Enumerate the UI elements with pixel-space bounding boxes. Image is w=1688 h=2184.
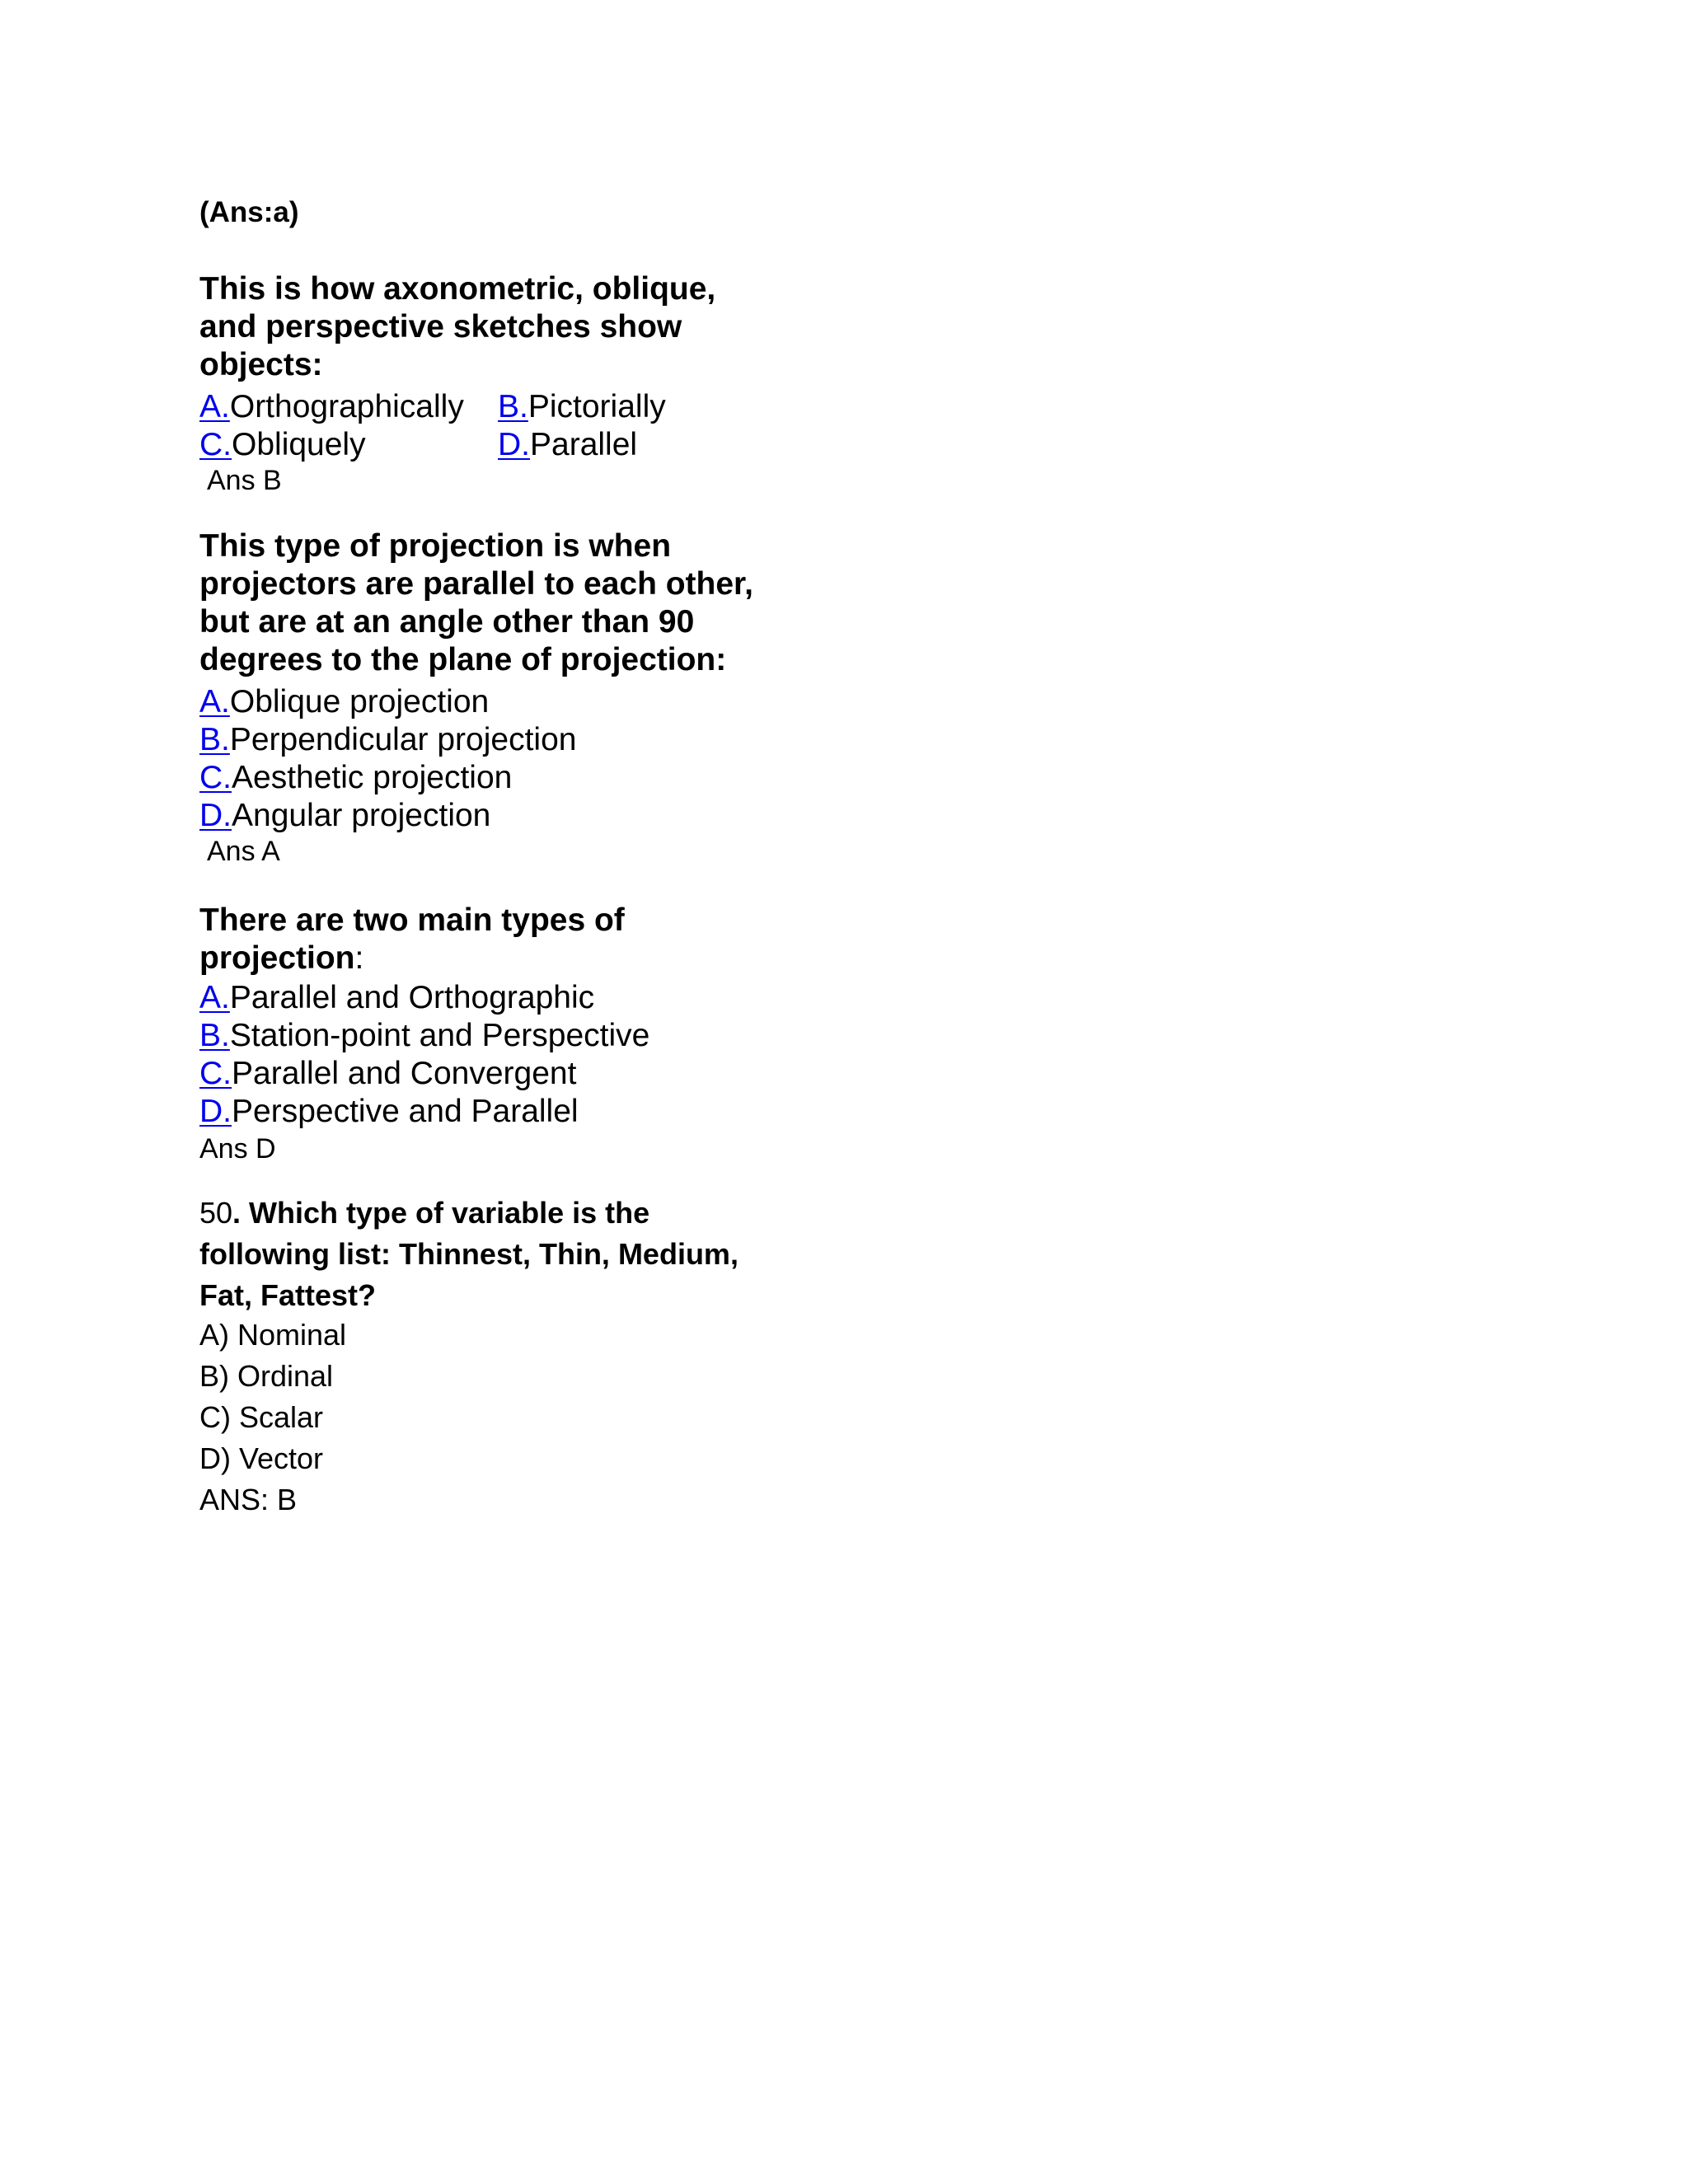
- q2-option-a-link[interactable]: A.: [199, 684, 230, 719]
- q1-option-d: [498, 426, 637, 464]
- q2-options: [199, 683, 576, 835]
- q2-option-b: [199, 721, 576, 759]
- question-2-line: but are at an angle other than 90: [199, 604, 695, 640]
- q3-option-d-text: Perspective and Parallel: [232, 1094, 579, 1129]
- q1-option-a-text: Orthographically: [229, 389, 464, 424]
- q1-answer: Ans B: [207, 465, 282, 496]
- question-3-colon: :: [354, 940, 364, 976]
- question-2-line: degrees to the plane of projection:: [199, 642, 727, 677]
- question-2: [199, 527, 753, 679]
- q2-answer: Ans A: [207, 836, 280, 867]
- q3-options: [199, 979, 649, 1131]
- question-1: [199, 270, 715, 384]
- q3-answer: Ans D: [199, 1133, 276, 1165]
- q50-option-d: D) Vector: [199, 1441, 324, 1475]
- q1-option-a: [199, 388, 464, 426]
- q2-option-d-link[interactable]: D.: [199, 798, 232, 833]
- question-3-line-2: [199, 940, 625, 977]
- q3-option-b-text: Station-point and Perspective: [229, 1018, 650, 1053]
- q1-option-b: [498, 388, 666, 426]
- q1-option-a-link[interactable]: A.: [199, 389, 230, 424]
- question-3-line: There are two main types of: [199, 902, 625, 938]
- previous-answer: (Ans:a): [199, 196, 299, 228]
- question-number: 50: [199, 1196, 233, 1230]
- q2-option-a-text: Oblique projection: [229, 684, 490, 719]
- question-2-line: This type of projection is when: [199, 528, 672, 564]
- question-50-line: Fat, Fattest?: [199, 1278, 377, 1312]
- q1-option-c-text: Obliquely: [232, 427, 366, 462]
- q1-option-d-text: Parallel: [530, 427, 638, 462]
- q3-option-d-link[interactable]: D.: [199, 1094, 232, 1129]
- q2-option-c-link[interactable]: C.: [199, 760, 232, 795]
- question-50: [199, 1193, 738, 1316]
- q1-option-b-text: Pictorially: [528, 389, 666, 424]
- q1-option-c-link[interactable]: C.: [199, 427, 232, 462]
- question-50-line: . Which type of variable is the: [232, 1196, 650, 1230]
- q2-option-a: [199, 683, 576, 721]
- q1-option-b-link[interactable]: B.: [498, 389, 528, 424]
- q2-option-d-text: Angular projection: [232, 798, 491, 833]
- q2-option-c: [199, 759, 576, 797]
- question-50-line: following list: Thinnest, Thin, Medium,: [199, 1237, 738, 1271]
- q50-option-b: B) Ordinal: [199, 1359, 334, 1393]
- question-2-line: projectors are parallel to each other,: [199, 566, 753, 602]
- q3-option-b-link[interactable]: B.: [199, 1018, 230, 1053]
- question-3: [199, 902, 625, 977]
- q1-option-d-link[interactable]: D.: [498, 427, 530, 462]
- q1-option-c: [199, 426, 366, 464]
- q50-answer: ANS: B: [199, 1483, 298, 1516]
- q3-option-c-text: Parallel and Convergent: [232, 1056, 577, 1091]
- q3-option-c: [199, 1055, 649, 1093]
- q50-option-a: A) Nominal: [199, 1318, 347, 1352]
- q2-option-b-link[interactable]: B.: [199, 722, 230, 757]
- q50-option-c: C) Scalar: [199, 1400, 324, 1434]
- q50-options: [199, 1315, 346, 1521]
- q3-option-b: [199, 1017, 649, 1055]
- q3-option-a-text: Parallel and Orthographic: [229, 980, 595, 1015]
- question-1-line: objects:: [199, 347, 323, 382]
- q3-option-c-link[interactable]: C.: [199, 1056, 232, 1091]
- question-50-line-1: [199, 1193, 738, 1234]
- q3-option-a-link[interactable]: A.: [199, 980, 230, 1015]
- q3-option-d: [199, 1093, 649, 1131]
- question-1-line: This is how axonometric, oblique,: [199, 271, 716, 307]
- q2-option-d: [199, 797, 576, 835]
- q3-option-a: [199, 979, 649, 1017]
- question-3-line: projection: [199, 940, 355, 976]
- q2-option-b-text: Perpendicular projection: [229, 722, 577, 757]
- q2-option-c-text: Aesthetic projection: [232, 760, 513, 795]
- question-1-line: and perspective sketches show: [199, 309, 682, 344]
